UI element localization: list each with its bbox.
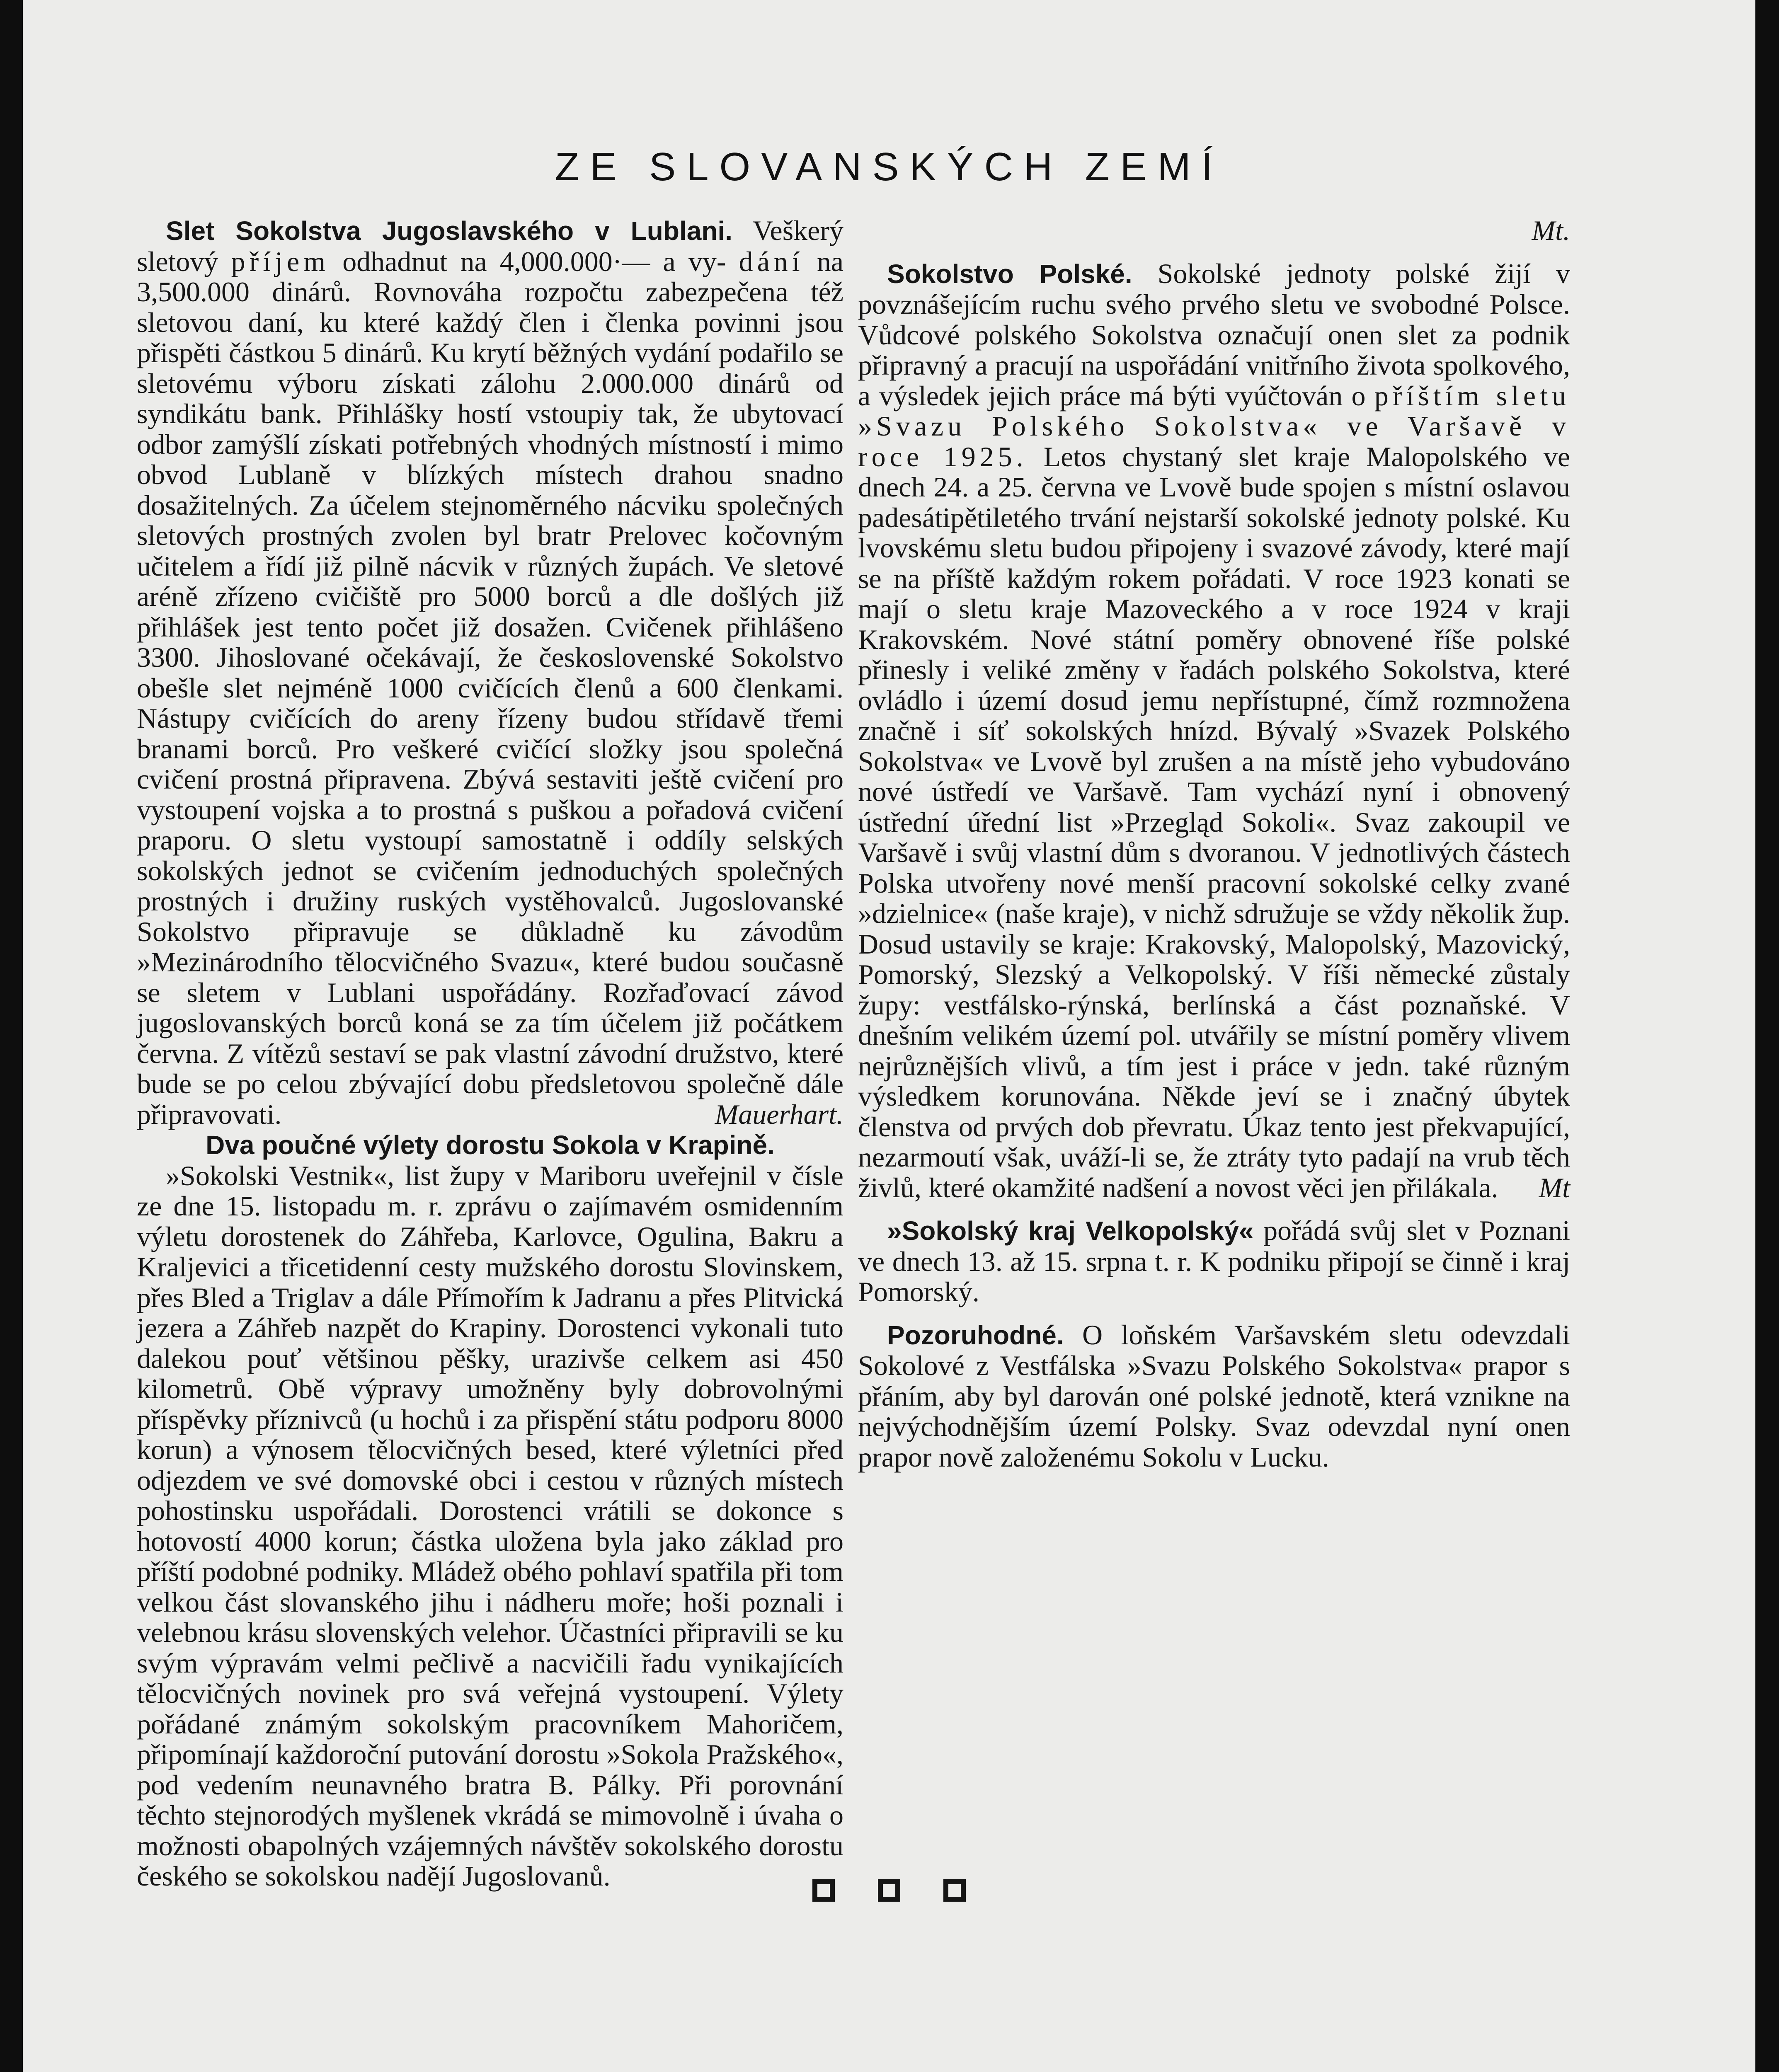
- section-end-ornaments: [23, 1879, 1755, 1904]
- spaced-text: příjem: [231, 245, 330, 277]
- article-kraj-velkopolsky: [858, 1215, 1570, 1307]
- article-text: »Sokolski Vestnik«, list župy v Mariboru uveřejnil v čísle ze dne 15. listopadu m. r. zprávu o zajímavém osmidenním výletu dorostenek do Záhřeba, Karlovce, Ogulina, Bakru a Kraljevici a třicetidenní cesty mužského dorostu Slovinskem, přes Bled a Triglav a dále Přímořím k Jadranu a přes Plitvická jezera a Záhřeb nazpět do Krapiny. Dorostenci vykonali tuto dalekou pouť většinou pěšky, urazivše celkem asi 450 kilometrů. Obě výpravy umožněny byly dobrovolnými příspěvky příznivců (u hochů i za přispění státu podporu 8000 korun) a výnosem tělocvičných besed, které výletníci před odjezdem ve své domovské obci i cestou v různých místech pohostinsku uspořádali. Dorostenci vrátili se dokonce s hotovostí 4000 korun; částka uložena byla jako základ pro příští podobné podniky. Mládež obého pohlaví spatřila při tom velkou část slovanského jihu i nádheru moře; hoši poznali i velebnou krásu slovenských velehor. Účastníci připravili se ku svým výpravám velmi pečlivě a nacvičili řadu vynikajících tělocvičných novinek pro svá veřejná vystoupení. Výlety pořádané známým sokolským pracovníkem Mahoričem, připomínají každoroční putování dorostu »Sokola Pražského«, pod vedením neunavného bratra B. Pálky. Při porovnání těchto stejnorodých myšlenek vkrádá se mimovolně i úvaha o možnosti obapolných vzájemných návštěv sokolského dorostu českého se sokolskou nadějí Jugoslovanů.: [137, 1159, 843, 1892]
- author-signature: Mt: [1539, 1172, 1570, 1203]
- article-text: pořádá svůj slet v Poznani ve dnech 13. až 15. srpna t. r. K podniku připojí se činně i kraj Pomorský.: [858, 1215, 1570, 1307]
- article-krapina: [137, 1161, 843, 1892]
- article-heading: Dva poučné výlety dorostu Sokola v Krapině.: [206, 1130, 775, 1160]
- article-slet-lublan: [137, 215, 843, 1130]
- square-ornament-icon: [943, 1879, 966, 1902]
- square-ornament-icon: [878, 1879, 900, 1902]
- article-pozoruhodne: [858, 1320, 1570, 1473]
- article-heading: »Sokolský kraj Velkopolský«: [887, 1216, 1254, 1246]
- left-column: [137, 215, 843, 1892]
- spaced-text: dání: [739, 245, 804, 277]
- scanned-page: [23, 0, 1755, 2072]
- article-heading: Pozoruhodné.: [887, 1320, 1064, 1350]
- article-sokolstvo-polske: [858, 259, 1570, 1203]
- article-text: O loňském Varšavském sletu odevzdali Sokolové z Vestfálska »Svazu Polského Sokolstva« prapor s přáním, aby byl darován oné polské jednotě, která vznikne na nejvýchodnějším území Polsky. Svaz odevzdal nyní onen prapor nově založenému Sokolu v Lucku.: [858, 1319, 1570, 1473]
- author-signature: Mauerhart.: [715, 1098, 843, 1130]
- article-heading: Sokolstvo Polské.: [887, 259, 1132, 289]
- author-signature: Mt.: [1532, 215, 1570, 246]
- page-title: ZE SLOVANSKÝCH ZEMÍ: [555, 145, 1224, 189]
- right-column: [858, 215, 1570, 1472]
- spaced-text: příštím sletu »Svazu Polského Sokolstva« ve Varšavě v roce 1925.: [858, 380, 1571, 472]
- article-text: Letos chystaný slet kraje Malopolského ve dnech 24. a 25. června ve Lvově bude spojen s místní oslavou padesátipětiletého trvání nejstarší sokolské jednoty polské. Ku lvovskému sletu budou připojeny i svazové závody, které mají se na příště každým rokem pořádati. V roce 1923 konati se mají o sletu kraje Mazoveckého a v roce 1924 v kraji Krakovském. Nové státní poměry obnovené říše polské přinesly i veliké změny v řadách polského Sokolstva, které ovládlo i území dosud jemu nepřístupné, čímž rozmnožena značně i síť sokolských hnízd. Bývalý »Svazek Polského Sokolstva« ve Lvově byl zrušen a na místě jeho vybudováno nové ústředí ve Varšavě. Tam vychází nyní i obnovený ústřední úřední list »Przegląd Sokoli«. Svaz zakoupil ve Varšavě i svůj vlastní dům s dvoranou. V jednotlivých částech Polska utvořeny nové menší pracovní sokolské celky zvané »dzielnice« (naše kraje), v nichž sdružuje se vždy několik žup. Dosud ustavily se kraje: Krakovský, Malopolský, Mazovický, Pomorský, Slezský a Velkopolský. V říši německé zůstaly župy: vestfálsko-rýnská, berlínská a část poznaňské. V dnešním velikém území pol. utvářily se místní poměry vlivem nejrůznějších vlivů, a tím jest i práce v jedn. také různým výsledkem korunována. Někde jeví se i značný úbytek členstva od prvých dob převratu. Úkaz tento jest překvapující, nezarmoutí však, uváží-li se, že ztráty tyto padají na vrub těch živlů, které okamžité nadšení a novost věci jen přilákala.: [858, 441, 1570, 1203]
- square-ornament-icon: [812, 1879, 835, 1902]
- article-heading-line: [137, 1130, 843, 1161]
- article-text: odhadnut na 4,000.000·— a vy-: [342, 245, 726, 277]
- article-text: Sokolské jednoty polské žijí v povznášejícím ruchu svého prvého sletu ve svobodné Polsce. Vůdcové polského Sokolstva označují onen slet za podnik připravný a pracují na uspořádání vnitřního života spolkového, a výsledek jejich práce má býti vyúčtován o: [858, 257, 1570, 411]
- article-heading: Slet Sokolstva Jugoslavského v Lublani.: [166, 216, 732, 246]
- article-text: Veškerý sletový: [137, 215, 843, 277]
- article-text: na 3,500.000 dinárů. Rovnováha rozpočtu zabezpečena též sletovou daní, ku které každý člen i členka povinni jsou přispěti částkou 5 dinárů. Ku krytí běžných vydání podařilo se sletovému výboru získati zálohu 2.000.000 dinárů od syndikátu bank. Přihlášky hostí vstoupiy tak, že ubytovací odbor zamýšlí získati potřebných vhodných místností i mimo obvod Lublaně v blízkých místech drahou snadno dosažitelných. Za účelem stejnoměrného nácviku společných sletových prostných zvolen byl bratr Prelovec kočovným učitelem a řídí již pilně nácvik v různých župách. Ve sletové aréně zřízeno cvičiště pro 5000 borců a dle došlých již přihlášek jest tento počet již dosažen. Cvičenek přihlášeno 3300. Jihoslované očekávají, že československé Sokolstvo obešle slet nejméně 1000 cvičících členů a 600 členkami. Nástupy cvičících do areny řízeny budou střídavě třemi branami borců. Pro veškeré cvičící složky jsou společná cvičení prostná připravena. Zbývá sestaviti ještě cvičení pro vystoupení vojska a to prostná s puškou a pořadová cvičení praporu. O sletu vystoupí samostatně i oddíly selských sokolských jednot se cvičením jednoduchých společných prostných i družiny ruských vystěhovalců. Jugoslovanské Sokolstvo připravuje se důkladně ku závodům »Mezinárodního tělocvičného Svazu«, které budou současně se sletem v Lublani uspořádány. Rozřaďovací závod jugoslovanských borců koná se za tím účelem již počátkem června. Z vítězů sestaví se pak vlastní závodní družstvo, které bude se po celou zbývající dobu předsletovou společně dále připravovati.: [137, 245, 844, 1130]
